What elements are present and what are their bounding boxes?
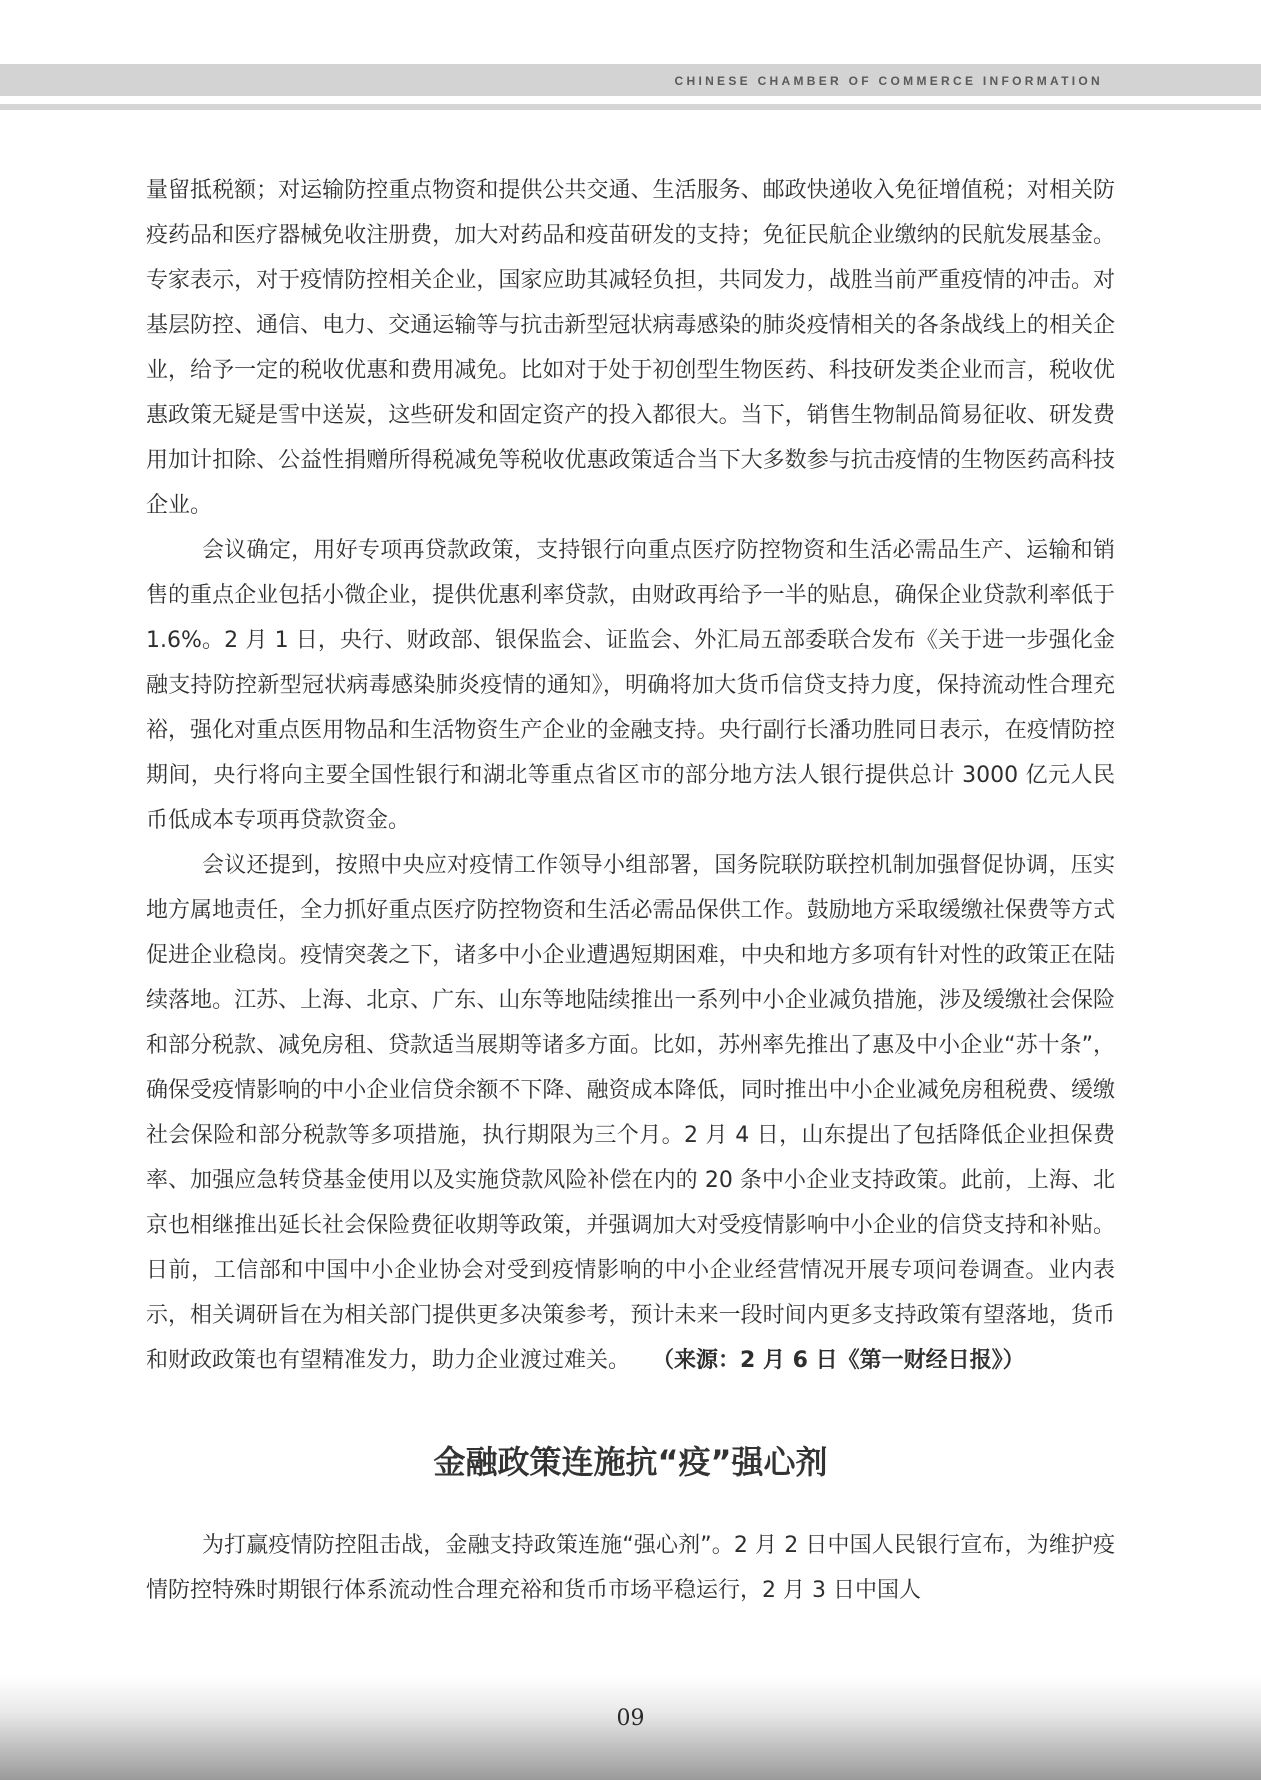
article-paragraph-text: 会议还提到，按照中央应对疫情工作领导小组部署，国务院联防联控机制加强督促协调，压实地方属地责任，全力抓好重点医疗防控物资和生活必需品保供工作。鼓励地方采取缓缴社保费等方式促进企业稳岗。疫情突袭之下，诸多中小企业遭遇短期困难，中央和地方多项有针对性的政策正在陆续落地。江苏、上海、北京、广东、山东等地陆续推出一系列中小企业减负措施，涉及缓缴社会保险和部分税款、减免房租、贷款适当展期等诸多方面。比如，苏州率先推出了惠及中小企业“苏十条”，确保受疫情影响的中小企业信贷余额不下降、融资成本降低，同时推出中小企业减免房租税费、缓缴社会保险和部分税款等多项措施，执行期限为三个月。2 月 4 日，山东提出了包括降低企业担保费率、加强应急转贷基金使用以及实施贷款风险补偿在内的 20 条中小企业支持政策。此前，上海、北京也相继推出延长社会保险费征收期等政策，并强调加大对受疫情影响中小企业的信贷支持和补贴。日前，工信部和中国中小企业协会对受到疫情影响的中小企业经营情况开展专项问卷调查。业内表示，相关调研旨在为相关部门提供更多决策参考，预计未来一段时间内更多支持政策有望落地，货币和财政政策也有望精准发力，助力企业渡过难关。 (146, 853, 1115, 1373)
header-divider (0, 104, 1261, 110)
article-paragraph (146, 843, 1115, 1383)
section-title: 金融政策连施抗“疫”强心剂 (433, 1443, 828, 1481)
article-body (146, 168, 1115, 1613)
article-paragraph: 量留抵税额；对运输防控重点物资和提供公共交通、生活服务、邮政快递收入免征增值税；对相关防疫药品和医疗器械免收注册费，加大对药品和疫苗研发的支持；免征民航企业缴纳的民航发展基金。专家表示，对于疫情防控相关企业，国家应助其减轻负担，共同发力，战胜当前严重疫情的冲击。对基层防控、通信、电力、交通运输等与抗击新型冠状病毒感染的肺炎疫情相关的各条战线上的相关企业，给予一定的税收优惠和费用减免。比如对于处于初创型生物医药、科技研发类企业而言，税收优惠政策无疑是雪中送炭，这些研发和固定资产的投入都很大。当下，销售生物制品简易征收、研发费用加计扣除、公益性捐赠所得税减免等税收优惠政策适合当下大多数参与抗击疫情的生物医药高科技企业。 (146, 178, 1115, 518)
source-citation: （来源：2 月 6 日《第一财经日报》） (663, 1348, 1025, 1373)
section-paragraph: 为打赢疫情防控阻击战，金融支持政策连施“强心剂”。2 月 2 日中国人民银行宣布，为维护疫情防控特殊时期银行体系流动性合理充裕和货币市场平稳运行，2 月 3 日中国人 (146, 1533, 1115, 1603)
article-paragraph: 会议确定，用好专项再贷款政策，支持银行向重点医疗防控物资和生活必需品生产、运输和销售的重点企业包括小微企业，提供优惠利率贷款，由财政再给予一半的贴息，确保企业贷款利率低于 1.6%。2 月 1 日，央行、财政部、银保监会、证监会、外汇局五部委联合发布《关于进一步强化金融支持防控新型冠状病毒感染肺炎疫情的通知》，明确将加大货币信贷支持力度，保持流动性合理充裕，强化对重点医用物品和生活物资生产企业的金融支持。央行副行长潘功胜同日表示，在疫情防控期间，央行将向主要全国性银行和湖北等重点省区市的部分地方法人银行提供总计 3000 亿元人民币低成本专项再贷款资金。 (146, 538, 1115, 833)
publication-header: CHINESE CHAMBER OF COMMERCE INFORMATION (674, 74, 1103, 88)
page-number: 09 (616, 1706, 645, 1731)
